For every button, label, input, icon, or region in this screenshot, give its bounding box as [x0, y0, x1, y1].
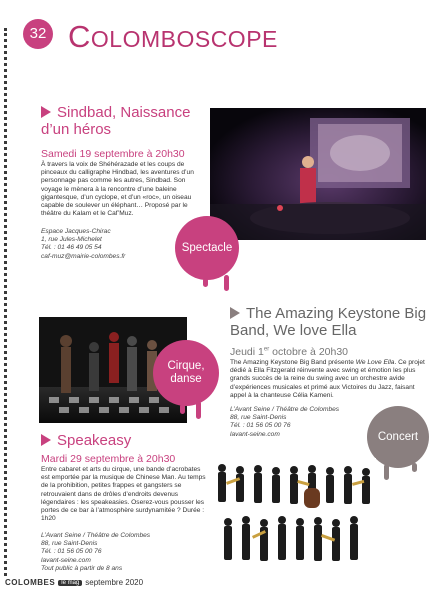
venue-line: Tél. : 01 56 05 00 76 — [230, 422, 291, 430]
speakeasy-title — [41, 432, 131, 449]
sindbad-title — [41, 104, 211, 138]
drip-decoration — [412, 463, 417, 472]
speakeasy-venue — [41, 532, 206, 573]
page-title — [68, 19, 278, 55]
dotted-margin-line — [4, 28, 7, 576]
category-line: Cirque, — [167, 360, 205, 372]
venue-website-link[interactable]: lavant-seine.com — [41, 556, 91, 564]
keystone-description-emphasis: We Love Ella — [355, 359, 395, 366]
keystone-date-post: octobre à 20h30 — [269, 346, 349, 358]
sindbad-title-line2: d’un héros — [41, 121, 112, 138]
keystone-date-pre: Jeudi 1 — [230, 346, 264, 358]
speakeasy-description: Entre cabaret et arts du cirque, une bande d’acrobates est emportée par la musique de Chinese Man. Au temps de la prohibition, petites frappes et gangsters se retrouvaient dans de drôles d’endroits devenus légendaires : les speakeasies. Oserez-vous pousser les portes de ce bar à l’atmosphère surdynamitée ? Durée : 1h20 — [41, 466, 206, 523]
play-arrow-icon — [41, 106, 51, 118]
title-initial: C — [68, 19, 91, 54]
play-arrow-icon — [41, 434, 51, 446]
sindbad-date: Samedi 19 septembre à 20h30 — [41, 148, 185, 160]
footer-badge: le mag — [58, 580, 82, 586]
venue-line: 88, rue Saint-Denis — [230, 414, 287, 422]
drip-decoration — [384, 464, 389, 480]
keystone-title — [230, 305, 430, 339]
venue-email-link[interactable]: caf-muz@mairie-colombes.fr — [41, 252, 126, 260]
venue-line: Espace Jacques-Chirac — [41, 228, 111, 235]
keystone-description — [230, 359, 428, 400]
sindbad-description: À travers la voix de Shéhérazade et les coups de pinceaux du calligraphe Hindbad, les aventures d’un personnage pas comme les autres, Sindbad. Son voyage le mènera à la rencontre d’une baleine gigantesque, d’un cyclope, et d’un «roc», un oiseau capable de soulever un éléphant… Proposé par le théâtre du Kalam et le Caf’Muz. — [41, 161, 194, 218]
drip-decoration — [180, 404, 185, 414]
category-bubble-cirque-danse — [153, 340, 219, 406]
venue-line: L’Avant Seine / Théâtre de Colombes — [41, 532, 151, 539]
play-arrow-icon — [230, 307, 240, 319]
keystone-date — [230, 346, 348, 358]
venue-line: Tél. : 01 56 05 00 76 — [41, 548, 102, 556]
page-number-badge: 32 — [23, 19, 53, 49]
venue-line: L’Avant Seine / Théâtre de Colombes — [230, 406, 340, 413]
sindbad-photo — [210, 108, 426, 240]
drip-decoration — [203, 278, 208, 287]
category-line: danse — [170, 373, 202, 385]
drip-decoration — [196, 401, 201, 419]
keystone-date-sup: er — [263, 346, 270, 353]
speakeasy-title-text: Speakeasy — [57, 432, 132, 449]
keystone-title-line1: The Amazing Keystone Big — [246, 305, 427, 322]
speakeasy-date: Mardi 29 septembre à 20h30 — [41, 453, 176, 465]
footer-brand: COLOMBES — [5, 578, 56, 587]
category-bubble-concert: Concert — [367, 406, 429, 468]
keystone-description-part: . Ce projet dédié à Ella Fitzgerald réinvente avec swing et émotion les plus grands succès de la reine du swing avec un orchestre avide d’expériences musicales et primé aux Victoires du Jazz, faisant appel à la chanteuse Célia Kameni. — [230, 359, 425, 399]
footer-issue: septembre 2020 — [85, 578, 144, 587]
page-footer — [5, 578, 143, 587]
venue-line: 88, rue Saint-Denis — [41, 540, 98, 548]
venue-line: Tél. : 01 46 49 05 54 — [41, 244, 102, 252]
venue-website-link[interactable]: lavant-seine.com — [230, 430, 280, 438]
sindbad-title-line1: Sindbad, Naissance — [57, 104, 191, 121]
big-band-photo — [212, 458, 376, 576]
category-bubble-spectacle: Spectacle — [175, 216, 239, 280]
venue-line: 1, rue Jules-Michelet — [41, 236, 102, 244]
drip-decoration — [224, 275, 229, 291]
venue-audience-note: Tout public à partir de 8 ans — [41, 564, 123, 572]
keystone-description-part: The Amazing Keystone Big Band présente — [230, 359, 356, 366]
keystone-title-line2: Band, We love Ella — [230, 322, 357, 339]
title-rest: OLOMBOSCOPE — [90, 26, 278, 52]
